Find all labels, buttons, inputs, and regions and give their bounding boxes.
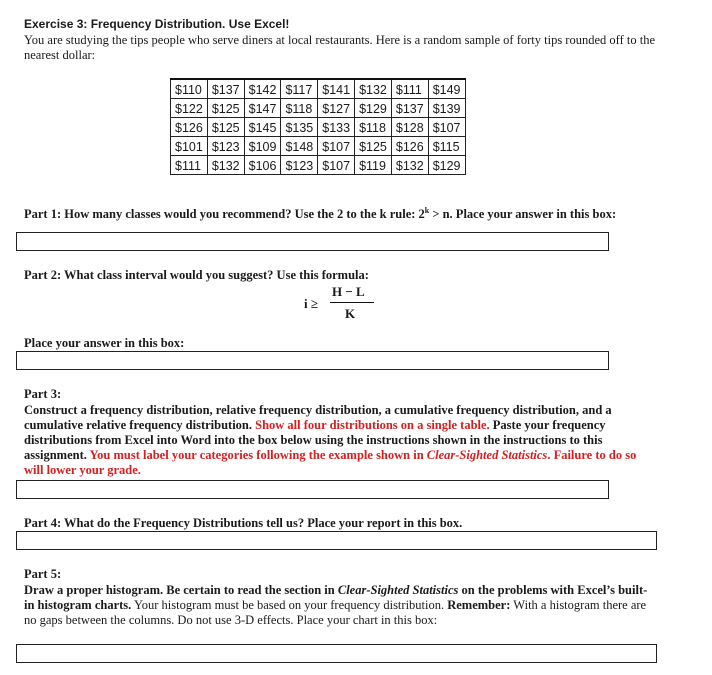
exercise-title: Exercise 3: Frequency Distribution. Use Excel! [24, 17, 290, 31]
part5-book: Clear-Sighted Statistics [337, 583, 459, 597]
part3-r2-book: Clear-Sighted Statistics [426, 448, 548, 462]
table-cell: $125 [355, 137, 392, 156]
table-cell: $107 [318, 137, 355, 156]
part4-question: Part 4: What do the Frequency Distributions tell us? Place your report in this box. [24, 516, 463, 530]
part3-r3: . Failure to do so will lower your grade. [24, 448, 637, 477]
intro-text: You are studying the tips people who serve diners at local restaurants. Here is a random sample of forty tips rounded off to the nearest dollar: [24, 33, 655, 62]
part1-answer-box[interactable] [16, 232, 609, 251]
table-cell: $142 [244, 79, 281, 99]
formula-denominator: K [345, 306, 356, 321]
table-row [171, 137, 466, 156]
table-cell: $141 [318, 79, 355, 99]
table-cell: $107 [428, 118, 465, 137]
table-cell: $149 [428, 79, 465, 99]
part1-text-b: > n. Place your answer in this box: [429, 207, 617, 222]
table-cell: $110 [171, 79, 208, 99]
table-cell: $139 [428, 99, 465, 118]
part5-remember: Remember: [447, 598, 511, 612]
part1-text-a: Part 1: How many classes would you recommend? Use the 2 to the k rule: 2 [24, 207, 425, 222]
table-cell: $123 [207, 137, 244, 156]
table-cell: $148 [281, 137, 318, 156]
part5-answer-box[interactable] [16, 644, 657, 663]
table-cell: $135 [281, 118, 318, 137]
table-cell: $137 [391, 99, 428, 118]
table-cell: $106 [244, 156, 281, 175]
table-cell: $125 [207, 99, 244, 118]
table-cell: $133 [318, 118, 355, 137]
table-cell: $125 [207, 118, 244, 137]
table-cell: $109 [244, 137, 281, 156]
table-cell: $132 [207, 156, 244, 175]
table-cell: $129 [355, 99, 392, 118]
table-cell: $123 [281, 156, 318, 175]
table-cell: $126 [391, 137, 428, 156]
table-cell: $126 [171, 118, 208, 137]
table-cell: $111 [171, 156, 208, 175]
table-row [171, 99, 466, 118]
part4-answer-box[interactable] [16, 531, 657, 550]
table-row [171, 118, 466, 137]
table-cell: $147 [244, 99, 281, 118]
table-cell: $132 [391, 156, 428, 175]
part5-label: Part 5: [24, 567, 62, 581]
part3-r2: You must label your categories following the example shown in [89, 448, 427, 462]
formula-fraction-line [330, 302, 374, 303]
part1-question [24, 203, 654, 222]
table-cell: $137 [207, 79, 244, 99]
part5-b2: on the problems with Excel’s built-in histogram charts. [24, 583, 648, 612]
part3-t1: Construct a frequency distribution, relative frequency distribution, a cumulative frequency distribution, and a cumulative relative frequency distribution. [24, 403, 612, 432]
part3-instructions [24, 403, 646, 478]
table-cell: $118 [281, 99, 318, 118]
table-cell: $128 [391, 118, 428, 137]
formula-numerator: H − L [332, 284, 365, 299]
part1-sup: k [424, 206, 430, 215]
table-cell: $118 [355, 118, 392, 137]
part3-label: Part 3: [24, 387, 62, 401]
part3-r1: Show all four distributions on a single table. [255, 418, 490, 432]
part2-place-label: Place your answer in this box: [24, 336, 185, 350]
table-cell: $101 [171, 137, 208, 156]
table-cell: $119 [355, 156, 392, 175]
tips-table [170, 78, 466, 175]
formula-lhs: i ≥ [304, 296, 318, 311]
part5-instructions [24, 583, 654, 628]
part5-b1: Draw a proper histogram. Be certain to read the section in [24, 583, 338, 597]
part5-n2: With a histogram there are no gaps between the columns. Do not use 3-D effects. Place your chart in this box: [24, 598, 647, 627]
table-cell: $145 [244, 118, 281, 137]
part3-answer-box[interactable] [16, 480, 609, 499]
table-cell: $111 [391, 79, 428, 99]
part5-n1: Your histogram must be based on your frequency distribution. [131, 598, 448, 612]
table-cell: $132 [355, 79, 392, 99]
table-cell: $122 [171, 99, 208, 118]
table-cell: $107 [318, 156, 355, 175]
table-row [171, 79, 466, 99]
part2-question: Part 2: What class interval would you suggest? Use this formula: [24, 268, 369, 282]
table-cell: $115 [428, 137, 465, 156]
table-cell: $129 [428, 156, 465, 175]
table-row [171, 156, 466, 175]
table-cell: $127 [318, 99, 355, 118]
part2-answer-box[interactable] [16, 351, 609, 370]
table-cell: $117 [281, 79, 318, 99]
part3-t2: Paste your frequency distributions from Excel into Word into the box below using the instructions shown in the instructions to this assignment. [24, 418, 606, 462]
